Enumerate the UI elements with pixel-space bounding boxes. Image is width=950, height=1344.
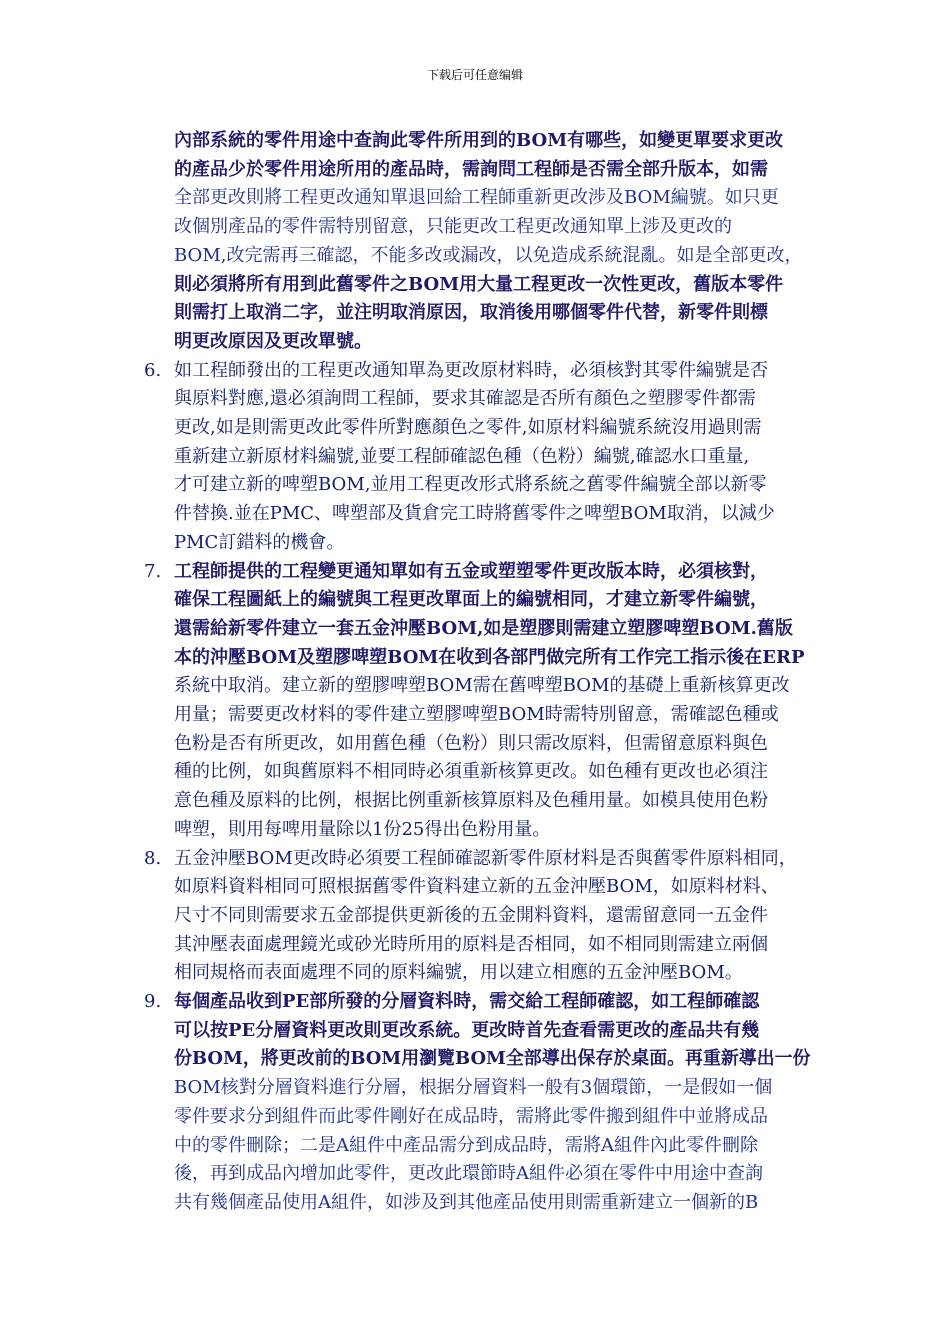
text-line: BOM,改完需再三確認，不能多改或漏改，以免造成系統混亂。如是全部更改， xyxy=(174,244,803,266)
text-line: BOM核對分層資料進行分層，根据分層資料一般有3個環節，一是假如一個 xyxy=(174,1077,773,1099)
text-line: 五金沖壓BOM更改時必須要工程師確認新零件原材料是否與舊零件原料相同， xyxy=(174,847,797,869)
text-line: 啤塑，則用每啤用量除以1份25得出色粉用量。 xyxy=(174,818,551,840)
text-line: 意色種及原料的比例，根据比例重新核算原料及色種用量。如模具使用色粉 xyxy=(174,790,768,812)
text-line: 份BOM，將更改前的BOM用瀏覽BOM全部導出保存於桌面。再重新導出一份 xyxy=(174,1048,811,1070)
text-line: 與原料對應,還必須詢問工程師，要求其確認是否所有顏色之塑膠零件都需 xyxy=(174,388,756,410)
text-line: 內部系統的零件用途中查詢此零件所用到的BOM有哪些，如變更單要求更改 xyxy=(174,130,784,151)
list-item-number: 7. xyxy=(144,560,162,582)
text-line: 的產品少於零件用途所用的產品時，需詢問工程師是否需全部升版本，如需 xyxy=(174,158,768,180)
page-header: 下载后可任意编辑 xyxy=(426,68,523,82)
text-line: 本的沖壓BOM及塑膠啤塑BOM在收到各部門做完所有工作完工指示後在ERP xyxy=(174,646,805,668)
text-line: 工程師提供的工程變更通知單如有五金或塑塑零件更改版本時，必須核對， xyxy=(174,560,768,582)
text-line: 確保工程圖紙上的編號與工程更改單面上的編號相同，才建立新零件編號， xyxy=(174,589,768,611)
text-line: 還需給新零件建立一套五金沖壓BOM,如是塑膠則需建立塑膠啤塑BOM.舊版 xyxy=(174,617,793,639)
text-line: 相同規格而表面處理不同的原料編號，用以建立相應的五金沖壓BOM。 xyxy=(174,962,743,984)
text-line: 才可建立新的啤塑BOM,並用工程更改形式將系統之舊零件編號全部以新零 xyxy=(174,474,767,496)
text-line: 改個別產品的零件需特別留意，只能更改工程更改通知單上涉及更改的 xyxy=(174,216,732,238)
text-line: 種的比例，如與舊原料不相同時必須重新核算更改。如色種有更改也必須注 xyxy=(174,761,768,783)
text-line: 重新建立新原材料編號,並要工程師確認色種（色粉）編號,確認水口重量, xyxy=(174,445,750,467)
text-line: 可以按PE分層資料更改則更改系統。更改時首先查看需更改的產品共有幾 xyxy=(174,1019,760,1041)
list-item-number: 6. xyxy=(144,359,162,381)
text-line: 共有幾個產品使用A組件，如涉及到其他產品使用則需重新建立一個新的B xyxy=(174,1191,759,1213)
text-line: 更改,如是則需更改此零件所對應顏色之零件,如原材料編號系統沒用過則需 xyxy=(174,417,762,438)
text-line: 全部更改則將工程更改通知單退回給工程師重新更改涉及BOM編號。如只更 xyxy=(174,187,779,209)
text-line: 如工程師發出的工程更改通知單為更改原材料時，必須核對其零件編號是否 xyxy=(174,359,768,381)
text-line: 零件要求分到組件而此零件剛好在成品時，需將此零件搬到組件中並將成品 xyxy=(174,1105,768,1127)
text-line: 用量；需要更改材料的零件建立塑膠啤塑BOM時需特別留意，需確認色種或 xyxy=(174,704,779,725)
text-line: 尺寸不同則需要求五金部提供更新後的五金開料資料，還需留意同一五金件 xyxy=(174,904,768,926)
text-line: 如原料資料相同可照根据舊零件資料建立新的五金沖壓BOM，如原料材料、 xyxy=(174,876,779,898)
text-line: 每個產品收到PE部所發的分層資料時，需交給工程師確認，如工程師確認 xyxy=(174,991,760,1012)
text-line: 色粉是否有所更改，如用舊色種（色粉）則只需改原料，但需留意原料與色 xyxy=(174,732,768,754)
text-line: 明更改原因及更改單號。 xyxy=(174,330,372,352)
text-line: 其沖壓表面處理鏡光或砂光時所用的原料是否相同，如不相同則需建立兩個 xyxy=(174,933,768,955)
text-line: 後，再到成品內增加此零件，更改此環節時A組件必須在零件中用途中查詢 xyxy=(174,1163,763,1185)
text-line: 則必須將所有用到此舊零件之BOM用大量工程更改一次性更改，舊版本零件 xyxy=(174,273,784,295)
text-line: 中的零件刪除；二是A組件中產品需分到成品時，需將A組件內此零件刪除 xyxy=(174,1134,758,1156)
text-line: 則需打上取消二字，並注明取消原因，取消後用哪個零件代替，新零件則標 xyxy=(174,302,768,324)
text-line: PMC訂錯料的機會。 xyxy=(174,531,345,553)
text-line: 系統中取消。建立新的塑膠啤塑BOM需在舊啤塑BOM的基礎上重新核算更改 xyxy=(174,675,790,697)
list-item-number: 9. xyxy=(144,991,162,1012)
text-line: 件替換.並在PMC、啤塑部及貨倉完工時將舊零件之啤塑BOM取消，以減少 xyxy=(174,503,775,525)
list-item-number: 8. xyxy=(144,847,162,869)
